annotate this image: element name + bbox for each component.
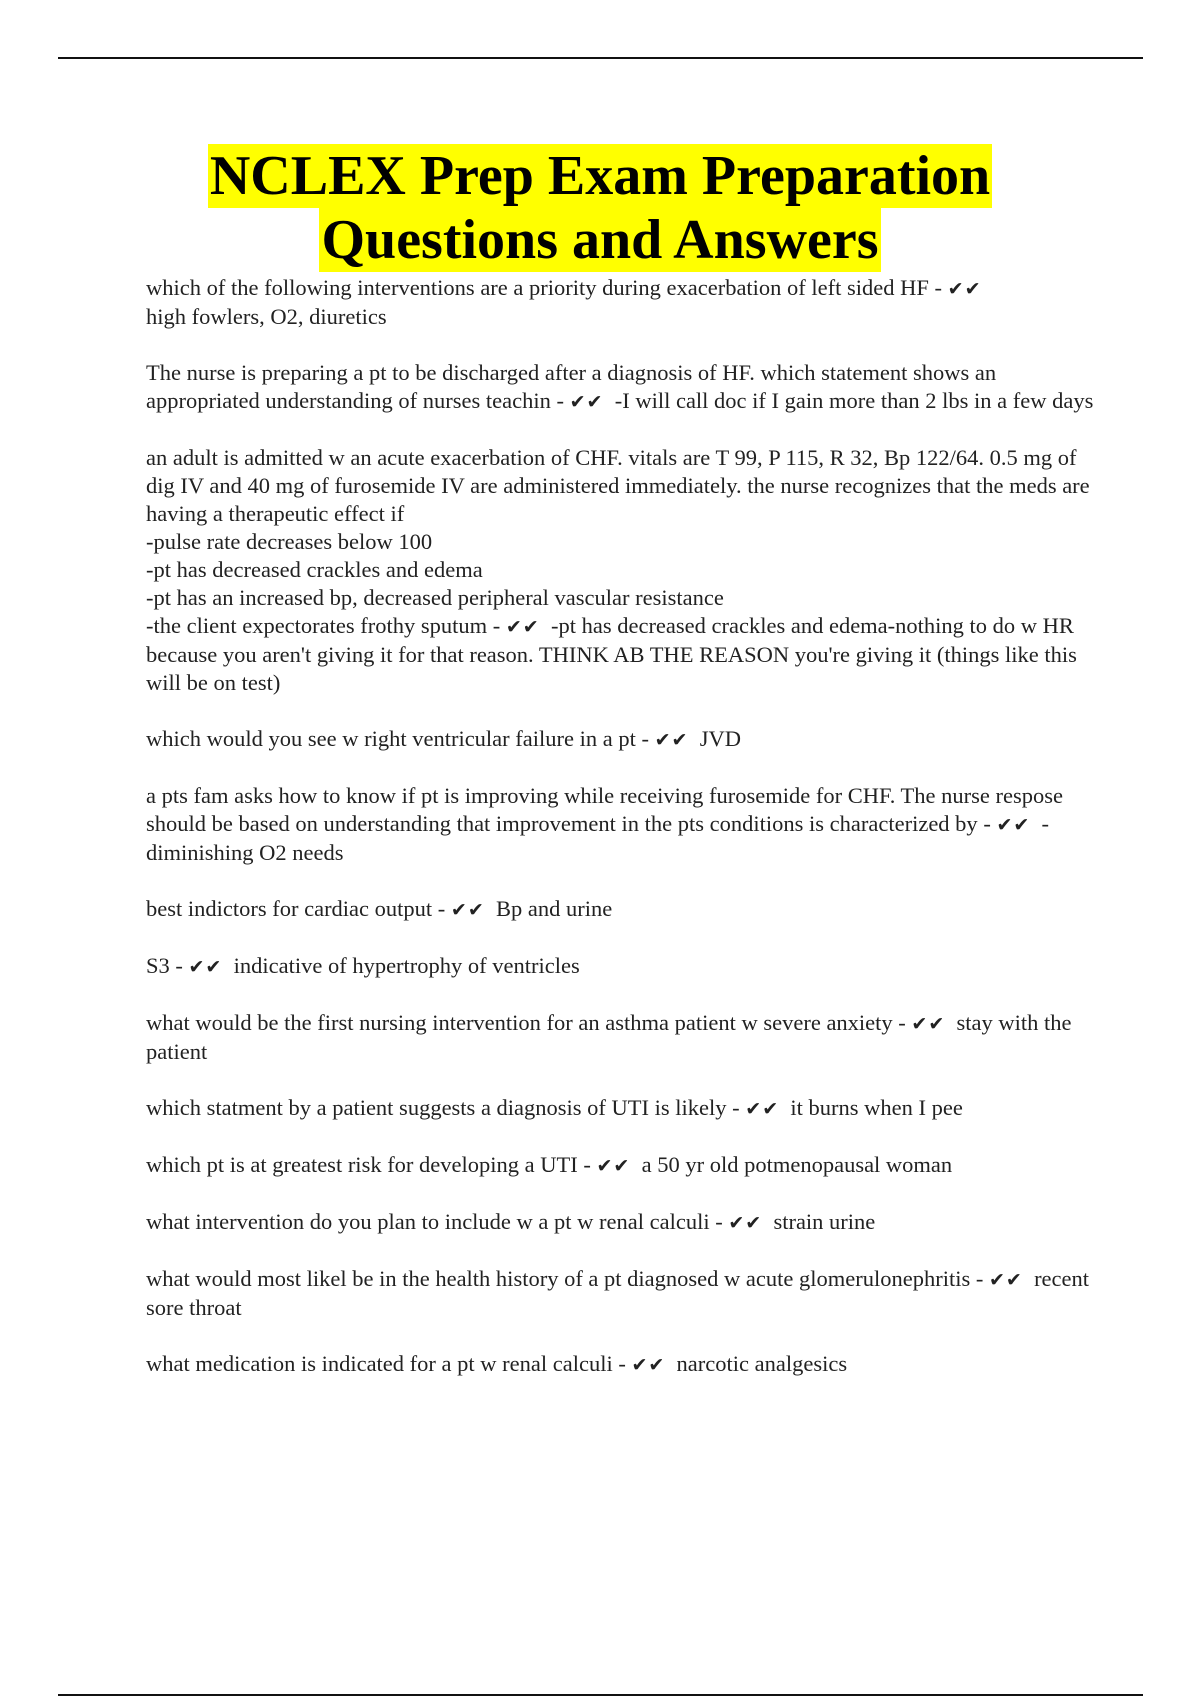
check-mark-icon: ✔✔ [450,899,485,921]
qa-item [146,782,1096,867]
separator: - [612,1351,632,1376]
answer-text: it burns when I pee [790,1095,963,1120]
answer-text: -I will call doc if I gain more than 2 lbs in a few days [614,388,1094,413]
separator: - [970,1266,989,1291]
qa-item [146,725,1096,754]
answer-text: stay with the patient [146,1010,1078,1064]
qa-item [146,1151,1096,1180]
qa-item [146,1094,1096,1123]
answer-gap [222,953,233,978]
answer-text: JVD [699,726,741,751]
separator: - [928,275,948,300]
check-mark-icon: ✔✔ [911,1013,946,1035]
answer-gap [603,388,614,413]
top-rule [58,57,1143,59]
qa-list [146,274,1096,1407]
separator: - [726,1095,746,1120]
question-text: which of the following interventions are a priority during exacerbation of left sided HF [146,275,929,300]
answer-gap [1030,811,1041,836]
qa-item [146,1208,1096,1237]
question-text: what medication is indicated for a pt w renal calculi [146,1351,613,1376]
separator: - [577,1152,597,1177]
bottom-rule [58,1694,1143,1696]
question-text: The nurse is preparing a pt to be discharged after a diagnosis of HF. which statement shows an appropriated understanding of nurses teachin [146,360,1002,413]
qa-item [146,895,1096,924]
title-line-1: NCLEX Prep Exam Preparation [209,145,991,207]
check-mark-icon: ✔✔ [569,391,604,413]
check-mark-icon: ✔✔ [505,616,540,638]
separator: - [432,896,451,921]
check-mark-icon: ✔✔ [188,956,223,978]
title-line-2: Questions and Answers [321,209,879,271]
qa-item [146,1009,1096,1066]
question-text: an adult is admitted w an acute exacerbation of CHF. vitals are T 99, P 115, R 32, Bp 122/64. 0.5 mg of dig IV and 40 mg of furosemide IV are administered immediately. the nurse recognizes that the meds are having a therapeutic effect if -pulse rate decreases below 100 -pt has decreased crackles and edema -pt has an increased bp, decreased peripheral vascular resistance -the client expectorates frothy sputum [146,445,1090,638]
answer-text: a 50 yr old potmenopausal woman [641,1152,953,1177]
check-mark-icon: ✔✔ [654,729,689,751]
check-mark-icon: ✔✔ [745,1098,780,1120]
qa-item [146,1350,1096,1379]
answer-gap [540,613,551,638]
separator: - [169,953,189,978]
check-mark-icon: ✔✔ [996,814,1031,836]
answer-gap [779,1095,790,1120]
answer-text: indicative of hypertrophy of ventricles [233,953,580,978]
answer-text: strain urine [773,1209,876,1234]
separator: - [709,1209,729,1234]
answer-gap [762,1209,773,1234]
question-text: S3 [146,953,170,978]
separator: - [550,388,570,413]
answer-gap [1023,1266,1034,1291]
answer-gap [945,1010,956,1035]
check-mark-icon: ✔✔ [631,1354,666,1376]
qa-item [146,1265,1096,1322]
separator: - [977,811,997,836]
question-text: which would you see w right ventricular failure in a pt [146,726,636,751]
answer-gap [485,896,496,921]
qa-item [146,952,1096,981]
answer-text: -pt has decreased crackles and edema-nothing to do w HR because you aren't giving it for that reason. THINK AB THE REASON you're giving it (things like this will be on test) [146,613,1083,695]
question-text: what would most likel be in the health history of a pt diagnosed w acute glomerulonephritis [146,1266,971,1291]
separator: - [892,1010,912,1035]
check-mark-icon: ✔✔ [988,1269,1023,1291]
check-mark-icon: ✔✔ [728,1212,763,1234]
question-text: a pts fam asks how to know if pt is improving while receiving furosemide for CHF. The nurse respose should be based on understanding that improvement in the pts conditions is characterized by [146,783,1069,836]
answer-gap [630,1152,641,1177]
question-text: what intervention do you plan to include w a pt w renal calculi [146,1209,710,1234]
check-mark-icon: ✔✔ [947,278,982,300]
question-text: which statment by a patient suggests a diagnosis of UTI is likely [146,1095,727,1120]
page-title [0,144,1200,272]
answer-text: narcotic analgesics [676,1351,848,1376]
qa-item [146,444,1096,697]
qa-item [146,274,1096,331]
separator: - [487,613,506,638]
question-text: what would be the first nursing intervention for an asthma patient w severe anxiety [146,1010,893,1035]
answer-gap [688,726,699,751]
answer-gap [665,1351,676,1376]
question-text: which pt is at greatest risk for developing a UTI [146,1152,578,1177]
qa-item [146,359,1096,416]
answer-text: Bp and urine [496,896,613,921]
check-mark-icon: ✔✔ [596,1155,631,1177]
answer-text: -diminishing O2 needs [146,811,1050,865]
answer-text: high fowlers, O2, diuretics [146,304,387,329]
answer-text: recent sore throat [146,1266,1095,1320]
separator: - [635,726,655,751]
question-text: best indictors for cardiac output [146,896,433,921]
